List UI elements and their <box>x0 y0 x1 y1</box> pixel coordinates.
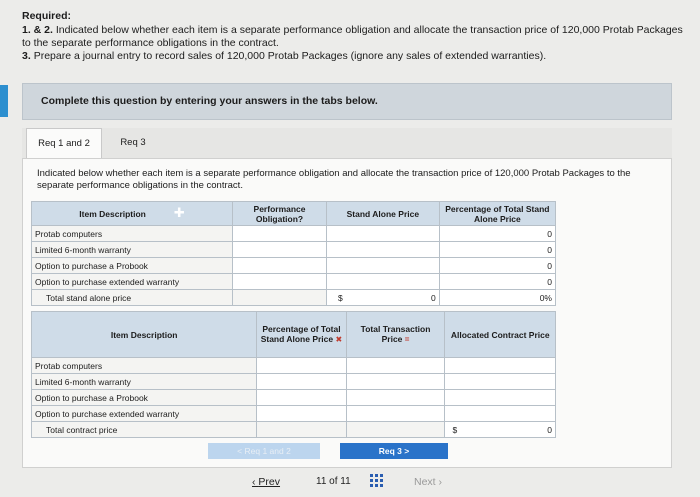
tab-bar <box>22 128 672 158</box>
required-title: Required: <box>22 10 72 22</box>
percentage-input[interactable] <box>257 406 346 422</box>
header-performance-obligation: Performance Obligation? <box>233 202 327 226</box>
header-total-transaction-price: Total Transaction Price = <box>346 312 445 358</box>
obligation-select[interactable] <box>233 226 327 242</box>
allocated-price-input[interactable] <box>445 390 556 406</box>
header-stand-alone-price: Stand Alone Price <box>326 202 439 226</box>
percentage-input[interactable] <box>257 358 346 374</box>
equals-icon: = <box>404 335 410 344</box>
transaction-price-input[interactable] <box>346 406 445 422</box>
header-percentage: Percentage of Total Stand Alone Price ✖ <box>257 312 346 358</box>
total-stand-alone-price: $ 0 <box>326 290 439 306</box>
required-item-3: 3. Prepare a journal entry to record sales of 120,000 Protab Packages (ignore any sales of extended warranties). <box>22 50 547 62</box>
required-item-1: 1. & 2. Indicated below whether each item is a separate performance obligation and allocate the transaction price of 120,000 Protab Packages to the separate performance obligations in the contract. <box>22 24 683 49</box>
back-tab-button[interactable]: < Req 1 and 2 <box>208 443 320 459</box>
header-percentage: Percentage of Total Stand Alone Price <box>439 202 555 226</box>
side-marker <box>0 85 8 117</box>
stand-alone-price-input[interactable] <box>326 258 439 274</box>
stand-alone-price-input[interactable] <box>326 274 439 290</box>
next-button[interactable]: Next › <box>414 476 443 488</box>
stand-alone-price-input[interactable] <box>326 242 439 258</box>
forward-tab-button[interactable]: Req 3 > <box>340 443 448 459</box>
table-row: Limited 6-month warranty <box>32 374 556 390</box>
transaction-price-input[interactable] <box>346 374 445 390</box>
transaction-price-input[interactable] <box>346 390 445 406</box>
allocated-price-input[interactable] <box>445 406 556 422</box>
tab-req-1-and-2[interactable]: Req 1 and 2 <box>26 128 102 158</box>
allocated-price-input[interactable] <box>445 358 556 374</box>
page-count: 11 of 11 <box>316 476 351 487</box>
header-allocated-contract-price: Allocated Contract Price <box>445 312 556 358</box>
table-row: Protab computers 0 <box>32 226 556 242</box>
obligation-select[interactable] <box>233 274 327 290</box>
allocation-table-1 <box>31 201 556 306</box>
total-row: Total stand alone price $ 0 0% <box>32 290 556 306</box>
table-row: Option to purchase extended warranty <box>32 406 556 422</box>
tab-panel <box>22 158 672 468</box>
chevron-left-icon: ‹ <box>252 476 259 488</box>
instruction-banner: Complete this question by entering your answers in the tabs below. <box>22 83 672 120</box>
allocated-price-input[interactable] <box>445 374 556 390</box>
allocation-table-2 <box>31 311 556 438</box>
plus-icon[interactable]: ✚ <box>173 205 185 220</box>
stand-alone-price-input[interactable] <box>326 226 439 242</box>
bottom-navigation <box>0 442 700 497</box>
table-row: Option to purchase a Probook 0 <box>32 258 556 274</box>
table-row: Limited 6-month warranty 0 <box>32 242 556 258</box>
total-row: Total contract price $ 0 <box>32 422 556 438</box>
header-item-description: Item Description <box>32 312 257 358</box>
obligation-select[interactable] <box>233 242 327 258</box>
transaction-price-input[interactable] <box>346 358 445 374</box>
tab-req-3[interactable]: Req 3 <box>120 137 146 148</box>
grid-icon[interactable] <box>370 474 383 487</box>
table-row: Option to purchase a Probook <box>32 390 556 406</box>
header-item-description: Item Description ✚ <box>32 202 233 226</box>
percentage-input[interactable] <box>257 374 346 390</box>
requirements <box>22 10 694 63</box>
total-contract-price: $ 0 <box>445 422 556 438</box>
operator-icon: ✖ <box>335 335 343 344</box>
percentage-input[interactable] <box>257 390 346 406</box>
chevron-right-icon: › <box>435 476 443 488</box>
table-row: Protab computers <box>32 358 556 374</box>
table-row: Option to purchase extended warranty 0 <box>32 274 556 290</box>
panel-instructions: Indicated below whether each item is a separate performance obligation and allocate the transaction price of 120,000 Protab Packages to the separate performance obligations in the contract. <box>37 168 631 191</box>
obligation-select[interactable] <box>233 258 327 274</box>
prev-button[interactable]: ‹ Prev <box>252 476 281 488</box>
